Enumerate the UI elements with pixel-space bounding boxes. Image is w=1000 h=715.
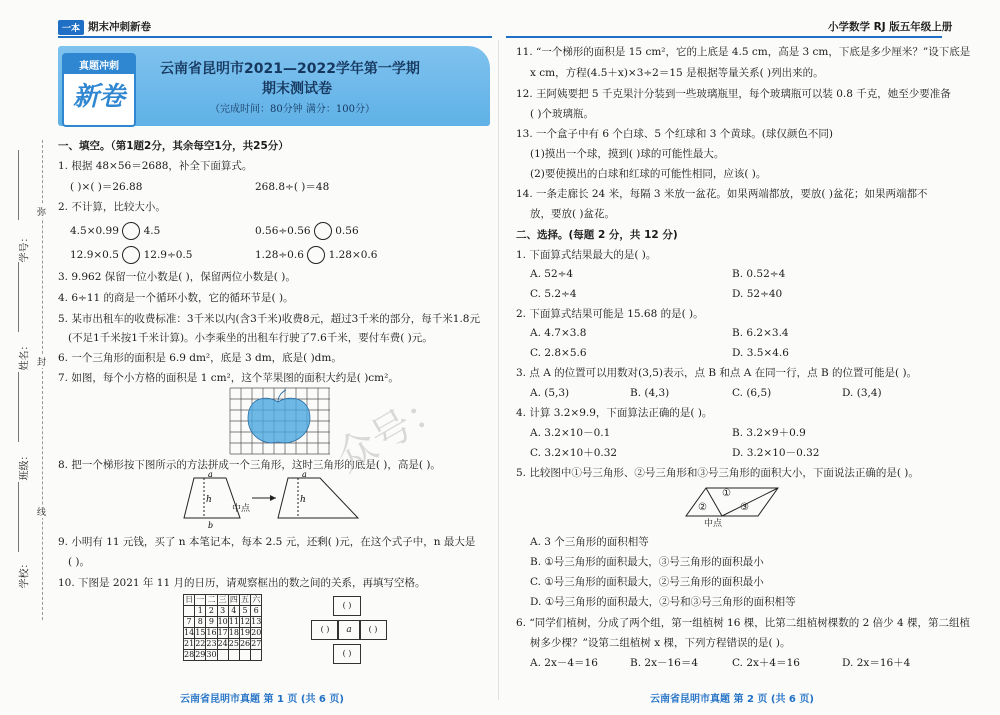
calendar-header-row xyxy=(184,595,262,606)
calendar-date-cell: 27 xyxy=(251,639,262,648)
calendar-date-cell: 9 xyxy=(206,617,217,628)
school-label: 学校： xyxy=(19,558,31,589)
header-left-title: 期末冲刺新卷 xyxy=(88,21,151,33)
calendar-date-cell: 26 xyxy=(239,639,251,648)
q2a4: 0.56 xyxy=(335,225,359,237)
q2b4: 1.28×0.6 xyxy=(328,249,378,261)
c5-option-d[interactable]: D. ①号三角形的面积最大，②号和③号三角形的面积相等 xyxy=(530,596,796,608)
watermark: 众号： xyxy=(328,381,456,482)
q2-row1b xyxy=(255,222,359,240)
pattern-box-center: a xyxy=(337,620,361,640)
q1a-text: ( )×( )＝26.88 xyxy=(70,181,143,193)
trapezoid-figure xyxy=(182,470,362,530)
calendar-date-cell: 6 xyxy=(251,606,262,617)
c1-option-b[interactable]: B. 0.52÷4 xyxy=(732,268,786,280)
banner-badge xyxy=(62,53,136,127)
header-rule-left xyxy=(58,36,492,38)
c5-option-a[interactable]: A. 3 个三角形的面积相等 xyxy=(530,536,649,548)
svg-text:h: h xyxy=(206,495,212,505)
c2-text: 2. 下面算式结果可能是 15.68 的是( )。 xyxy=(516,308,704,320)
calendar-week-row xyxy=(184,650,262,661)
calendar-date-cell: 15 xyxy=(195,628,206,637)
header-right-title: 小学数学 RJ 版五年级上册 xyxy=(828,21,953,33)
q11-line2: x cm，方程(4.5＋x)×3÷2＝15 是根据等量关系( )列出来的。 xyxy=(530,67,824,79)
q9-line1: 9. 小明有 11 元钱，买了 n 本笔记本，每本 2.5 元，还剩( )元，在这个式子中，n 最大是 xyxy=(58,536,476,548)
c1-option-a[interactable]: A. 52÷4 xyxy=(530,268,574,280)
c1-option-d[interactable]: D. 52÷40 xyxy=(732,288,783,300)
q2a2: 4.5 xyxy=(143,225,161,237)
badge-line2: 新卷 xyxy=(72,82,125,112)
c4-option-c[interactable]: C. 3.2×10＋0.32 xyxy=(530,447,618,459)
c5-label-3: ③ xyxy=(740,502,749,513)
calendar-day-header: 四 xyxy=(229,595,238,604)
pattern-box: ( ) xyxy=(333,596,361,616)
c6-option-a[interactable]: A. 2x－4＝16 xyxy=(530,657,598,669)
c6-option-c[interactable]: C. 2x＋4＝16 xyxy=(732,657,800,669)
compare-circle[interactable] xyxy=(307,246,325,264)
calendar-date-cell: 1 xyxy=(195,606,206,617)
q5-line2: (不足1千米按1千米计算)。小李乘坐的出租车行驶了7.6千米，要付车费( )元。 xyxy=(68,332,433,344)
compare-circle[interactable] xyxy=(122,246,140,264)
student-id-line xyxy=(18,150,19,220)
calendar-date-cell: 4 xyxy=(228,606,239,617)
calendar-date-cell: 19 xyxy=(239,628,251,637)
c2-option-c[interactable]: C. 2.8×5.6 xyxy=(530,347,587,359)
seal-xian: 线 xyxy=(37,505,46,518)
c2-option-d[interactable]: D. 3.5×4.6 xyxy=(732,347,789,359)
q11-line1: 11. “一个梯形的面积是 15 cm²，它的上底是 4.5 cm，高是 3 cm，下底是多少厘米？”设下底是 xyxy=(516,46,971,58)
calendar-date-cell: 12 xyxy=(239,617,251,626)
pattern-box: ( ) xyxy=(311,620,339,640)
q5-line1: 5. 某市出租车的收费标准：3千米以内(含3千米)收费8元，超过3千米的部分，每千米1.8元 xyxy=(58,313,480,325)
calendar-date-cell: 30 xyxy=(206,650,217,659)
q4-text: 4. 6÷11 的商是一个循环小数，它的循环节是( )。 xyxy=(58,292,294,304)
calendar-date-cell: 7 xyxy=(184,617,195,628)
calendar-date-cell: 25 xyxy=(228,639,239,648)
calendar-date-cell: 29 xyxy=(195,650,206,659)
c5-label-2: ② xyxy=(698,502,707,513)
calendar-date-cell: 8 xyxy=(195,617,206,628)
q12-line2: ( )个玻璃瓶。 xyxy=(530,108,595,120)
calendar-date-cell: 11 xyxy=(228,617,239,626)
q9-line2: ( )。 xyxy=(68,556,91,568)
c4-option-a[interactable]: A. 3.2×10－0.1 xyxy=(530,427,611,439)
q1-text: 1. 根据 48×56＝2688，补全下面算式。 xyxy=(58,160,253,172)
c6-line2: 树多少棵？”设第二组植树 x 棵，下列方程错误的是( )。 xyxy=(530,637,791,649)
c5-option-b[interactable]: B. ①号三角形的面积最大，③号三角形的面积最小 xyxy=(530,556,764,568)
calendar-date-cell: 23 xyxy=(206,639,217,648)
svg-text:a: a xyxy=(208,470,213,479)
compare-circle[interactable] xyxy=(122,222,140,240)
calendar-date-cell: 28 xyxy=(184,650,195,659)
c3-option-d[interactable]: D. (3,4) xyxy=(842,387,882,399)
calendar-date-cell: 18 xyxy=(228,628,239,637)
pattern-box: ( ) xyxy=(333,644,361,664)
calendar-date-cell xyxy=(184,606,195,617)
calendar-week-row xyxy=(184,606,262,617)
q2-row1 xyxy=(70,222,160,240)
q10-text: 10. 下图是 2021 年 11 月的日历，请观察框出的数之间的关系，再填写空格。 xyxy=(58,577,426,589)
calendar-day-header: 五 xyxy=(241,595,250,604)
class-line xyxy=(18,372,19,442)
c3-option-a[interactable]: A. (5,3) xyxy=(530,387,570,399)
calendar-week-row xyxy=(184,628,262,639)
calendar-day-header: 日 xyxy=(185,595,194,604)
c6-line1: 6. “同学们植树，分成了两个组，第一组植树 16 棵，比第二组植树棵数的 2 倍少 4 棵，第二组植 xyxy=(516,617,970,629)
calendar-date-cell: 13 xyxy=(251,617,262,626)
calendar-date-cell: 20 xyxy=(251,628,262,637)
calendar-date-cell: 14 xyxy=(184,628,195,637)
c3-option-b[interactable]: B. (4,3) xyxy=(630,387,670,399)
c4-option-b[interactable]: B. 3.2×9＋0.9 xyxy=(732,427,806,439)
c2-option-a[interactable]: A. 4.7×3.8 xyxy=(530,327,587,339)
q14-line2: 放，要放( )盆花。 xyxy=(530,208,616,220)
calendar-day-header: 一 xyxy=(196,595,205,604)
apple-grid-figure xyxy=(230,388,330,456)
name-label: 姓名： xyxy=(19,340,31,371)
q2-text: 2. 不计算，比较大小。 xyxy=(58,201,166,213)
header-rule-right xyxy=(506,36,942,38)
right-footer: 云南省昆明市真题 第 2 页 (共 6 页) xyxy=(650,694,814,705)
compare-circle[interactable] xyxy=(314,222,332,240)
q13-sub2: (2)要使摸出的白球和红球的可能性相同，应该( )。 xyxy=(530,168,767,180)
q2a1: 4.5×0.99 xyxy=(70,225,119,237)
calendar-date-cell: 22 xyxy=(195,639,206,648)
banner-title-line2: 期末测试卷 xyxy=(262,81,332,97)
banner-title-line1: 云南省昆明市2021—2022学年第一学期 xyxy=(160,61,420,77)
c2-option-b[interactable]: B. 6.2×3.4 xyxy=(732,327,789,339)
left-footer: 云南省昆明市真题 第 1 页 (共 6 页) xyxy=(180,694,344,705)
banner-subtitle: （完成时间：80分钟 满分：100分） xyxy=(210,104,375,115)
q3-text: 3. 9.962 保留一位小数是( )，保留两位小数是( )。 xyxy=(58,271,296,283)
c1-text: 1. 下面算式结果最大的是( )。 xyxy=(516,249,657,261)
q2b3: 1.28÷0.6 xyxy=(255,249,304,261)
q14-line1: 14. 一条走廊长 24 米，每隔 3 米放一盆花。如果两端都放，要放( )盆花；如果两端都不 xyxy=(516,188,928,200)
svg-text:h: h xyxy=(300,495,306,505)
q2b2: 12.9÷0.5 xyxy=(143,249,193,261)
calendar-week-row xyxy=(184,639,262,650)
section1-heading: 一、填空。（第1题2分，其余每空1分，共25分） xyxy=(58,140,289,152)
q13-sub1: (1)摸出一个球，摸到( )球的可能性最大。 xyxy=(530,148,725,160)
c6-option-b[interactable]: B. 2x－16＝4 xyxy=(630,657,699,669)
q7-text: 7. 如图，每个小方格的面积是 1 cm²，这个苹果图的面积大约是( )cm²。 xyxy=(58,372,399,384)
calendar-date-cell: 10 xyxy=(217,617,228,626)
q2-row2b xyxy=(255,246,377,264)
seal-mi: 弥 xyxy=(37,205,46,218)
calendar-date-cell: 24 xyxy=(217,639,228,648)
calendar-date-cell: 3 xyxy=(217,606,228,617)
q8-text: 8. 把一个梯形按下图所示的方法拼成一个三角形，这时三角形的底是( )，高是( )。 xyxy=(58,459,441,471)
calendar-day-header: 二 xyxy=(207,595,216,604)
c4-option-d[interactable]: D. 3.2×10－0.32 xyxy=(732,447,820,459)
q2b1: 12.9×0.5 xyxy=(70,249,119,261)
page-divider xyxy=(498,40,499,700)
svg-text:a: a xyxy=(302,470,307,479)
q12-line1: 12. 王阿姨要把 5 千克果汁分装到一些玻璃瓶里，每个玻璃瓶可以装 0.8 千克，她至少要准备 xyxy=(516,88,951,100)
c6-option-d[interactable]: D. 2x＝16＋4 xyxy=(842,657,911,669)
badge-line1: 真题冲刺 xyxy=(64,55,134,74)
calendar-date-cell xyxy=(217,650,228,661)
q1b-text: 268.8÷( )＝48 xyxy=(255,181,330,193)
c3-text: 3. 点 A 的位置可以用数对(3,5)表示，点 B 和点 A 在同一行，点 B 的位置可能是( )。 xyxy=(516,367,918,379)
c5-midpoint-label: 中点 xyxy=(704,519,723,529)
calendar-date-cell: 2 xyxy=(206,606,217,617)
calendar-week-row xyxy=(184,617,262,628)
c3-option-c[interactable]: C. (6,5) xyxy=(732,387,772,399)
student-id-label: 学号： xyxy=(19,232,31,263)
calendar-date-cell: 17 xyxy=(217,628,228,637)
calendar-date-cell xyxy=(228,650,239,661)
calendar-table xyxy=(183,594,262,661)
header-badge: 一本 xyxy=(58,20,84,35)
q6-text: 6. 一个三角形的面积是 6.9 dm²，底是 3 dm，底是( )dm。 xyxy=(58,352,342,364)
calendar-date-cell: 16 xyxy=(206,628,217,637)
c5-label-1: ① xyxy=(722,488,731,499)
seal-feng: 封 xyxy=(37,355,46,368)
calendar-date-cell xyxy=(239,650,250,661)
section2-heading: 二、选择。(每题 2 分，共 12 分) xyxy=(516,229,678,241)
c5-text: 5. 比较图中①号三角形、②号三角形和③号三角形的面积大小，下面说法正确的是( )。 xyxy=(516,467,919,479)
calendar-date-cell xyxy=(251,650,262,661)
q8-midpoint-label: 中点 xyxy=(232,504,251,514)
calendar-date-cell: 21 xyxy=(184,639,195,648)
pattern-box: ( ) xyxy=(359,620,387,640)
c5-option-c[interactable]: C. ①号三角形的面积最大，②号三角形的面积最小 xyxy=(530,576,764,588)
c4-text: 4. 计算 3.2×9.9，下面算法正确的是( )。 xyxy=(516,407,713,419)
calendar-date-cell: 5 xyxy=(239,606,250,617)
q2-row2 xyxy=(70,246,192,264)
school-line xyxy=(18,482,19,552)
q2a3: 0.56÷0.56 xyxy=(255,225,311,237)
calendar-day-header: 三 xyxy=(218,595,227,604)
calendar-day-header: 六 xyxy=(252,595,261,604)
svg-text:b: b xyxy=(208,521,214,530)
name-line xyxy=(18,262,19,332)
class-label: 班级： xyxy=(19,450,31,481)
c1-option-c[interactable]: C. 5.2÷4 xyxy=(530,288,577,300)
q13-text: 13. 一个盒子中有 6 个白球、5 个红球和 3 个黄球。(球仅颜色不同) xyxy=(516,128,833,140)
